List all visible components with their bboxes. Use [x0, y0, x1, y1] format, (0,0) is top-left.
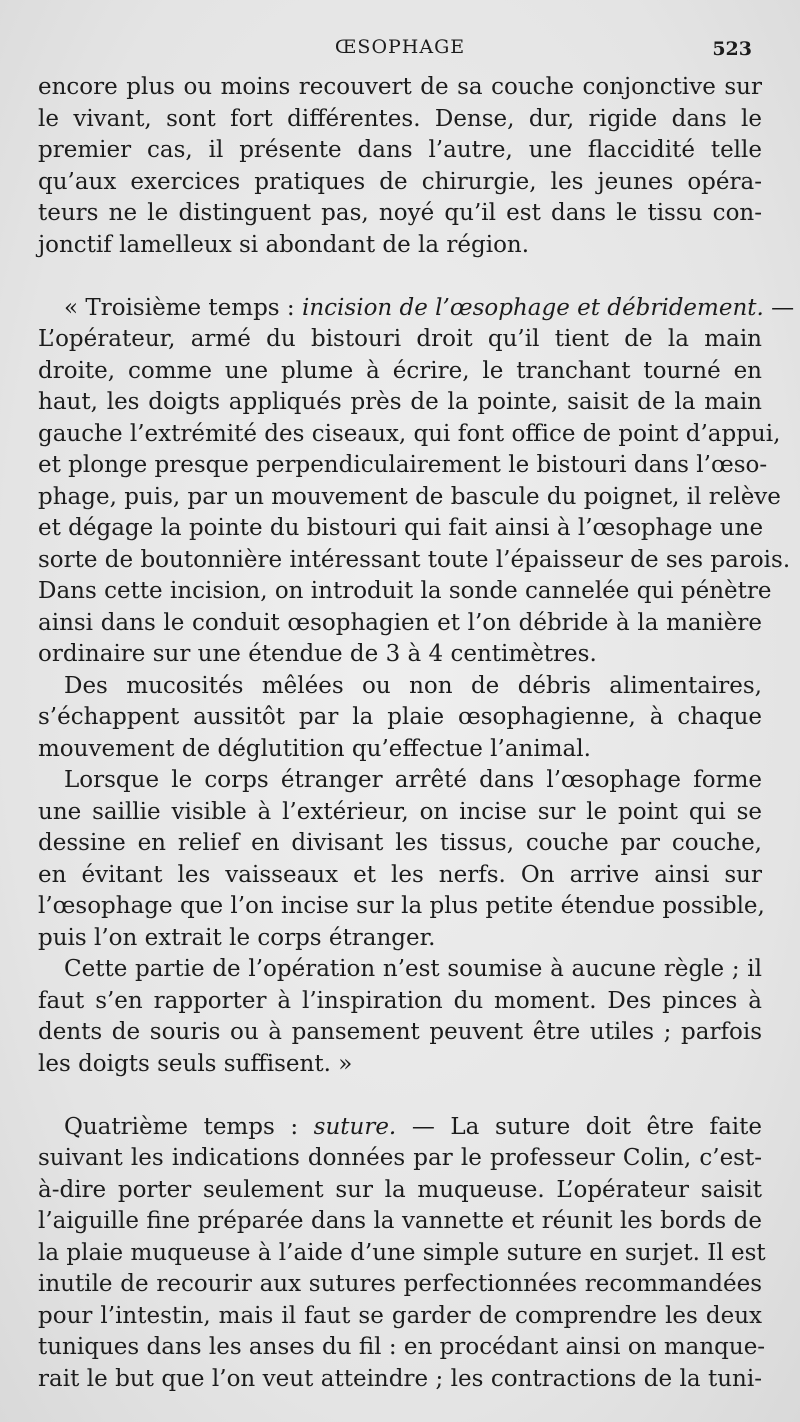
text-line: puis l’on extrait le corps étranger.	[38, 924, 436, 951]
text-line: la plaie muqueuse à l’aide d’une simple suture en surjet. Il est	[38, 1239, 766, 1266]
page-number: 523	[712, 38, 752, 60]
text-line: ainsi dans le conduit œsophagien et l’on débride à la manière	[38, 609, 762, 636]
text-line: inutile de recourir aux sutures perfectionnées recommandées	[38, 1271, 762, 1297]
text-line: en évitant les vaisseaux et les nerfs. On arrive ainsi sur	[38, 861, 762, 888]
text-line: pour l’intestin, mais il faut se garder de comprendre les deux	[38, 1302, 762, 1329]
body-text	[38, 72, 795, 1395]
paragraph	[38, 671, 762, 766]
paragraph	[38, 293, 795, 671]
text-line: jonctif lamelleux si abondant de la région.	[38, 231, 530, 258]
text-line: Dans cette incision, on introduit la sonde cannelée qui pénètre	[38, 578, 772, 604]
text-line: Lorsque le corps étranger arrêté dans l’œsophage forme	[64, 767, 762, 793]
text-line: tuniques dans les anses du fil : en procédant ainsi on manque-	[38, 1334, 766, 1360]
text-line: Des mucosités mêlées ou non de débris alimentaires,	[64, 672, 762, 699]
paragraph	[38, 765, 765, 954]
paragraph	[38, 72, 762, 261]
paragraph-tail: —	[763, 294, 795, 321]
text-line: le vivant, sont fort différentes. Dense, dur, rigide dans le	[38, 105, 762, 132]
text-line: l’œsophage que l’on incise sur la plus petite étendue possible,	[38, 893, 765, 919]
text-line: dessine en relief en divisant les tissus, couche par couche,	[38, 830, 762, 856]
text-line: et dégage la pointe du bistouri qui fait ainsi à l’œsophage une	[38, 515, 764, 541]
text-line: les doigts seuls suffisent. »	[38, 1050, 353, 1077]
running-title: ŒSOPHAGE	[334, 36, 466, 58]
running-header	[0, 34, 800, 62]
text-line: faut s’en rapporter à l’inspiration du moment. Des pinces à	[38, 987, 762, 1014]
paragraph	[38, 1112, 766, 1396]
text-line: phage, puis, par un mouvement de bascule du poignet, il relève	[38, 483, 781, 510]
text-line: l’aiguille fine préparée dans la vannette et réunit les bords de	[38, 1208, 762, 1234]
text-line: encore plus ou moins recouvert de sa couche conjonctive sur	[38, 74, 762, 100]
text-line: Cette partie de l’opération n’est soumise à aucune règle ; il	[64, 956, 762, 982]
text-line: droite, comme une plume à écrire, le tranchant tourné en	[38, 357, 762, 384]
text-line: qu’aux exercices pratiques de chirurgie, les jeunes opéra-	[38, 168, 762, 195]
text-line: L’opérateur, armé du bistouri droit qu’il tient de la main	[38, 326, 762, 352]
text-line	[38, 293, 795, 325]
text-line: teurs ne le distinguent pas, noyé qu’il est dans le tissu con-	[38, 200, 762, 226]
text-line: s’échappent aussitôt par la plaie œsophagienne, à chaque	[38, 704, 762, 730]
text-line: une saillie visible à l’extérieur, on incise sur le point qui se	[38, 798, 762, 825]
paragraph-lead: Quatrième temps :	[64, 1113, 314, 1140]
paragraph	[38, 954, 762, 1080]
italic-heading: suture.	[313, 1113, 397, 1140]
text-line: dents de souris ou à pansement peuvent être utiles ; parfois	[38, 1019, 762, 1045]
text-line: haut, les doigts appliqués près de la pointe, saisit de la main	[38, 389, 762, 415]
text-line: ordinaire sur une étendue de 3 à 4 centimètres.	[38, 641, 597, 667]
text-line: premier cas, il présente dans l’autre, une flaccidité telle	[38, 137, 762, 163]
text-line: et plonge presque perpendiculairement le bistouri dans l’œso-	[38, 452, 768, 478]
italic-heading: incision de l’œsophage et débridement.	[302, 294, 764, 321]
text-line: à-dire porter seulement sur la muqueuse. L’opérateur saisit	[38, 1176, 762, 1203]
text-line: rait le but que l’on veut atteindre ; les contractions de la tuni-	[38, 1365, 762, 1392]
text-line	[38, 1112, 762, 1144]
text-line: suivant les indications données par le professeur Colin, c’est-	[38, 1145, 762, 1171]
text-line: sorte de boutonnière intéressant toute l’épaisseur de ses parois.	[38, 546, 791, 573]
text-line: mouvement de déglutition qu’effectue l’animal.	[38, 735, 591, 762]
text-line: gauche l’extrémité des ciseaux, qui font office de point d’appui,	[38, 420, 781, 447]
paragraph-lead: « Troisième temps :	[64, 294, 302, 321]
paragraph-tail: — La suture doit être faite	[396, 1113, 762, 1140]
